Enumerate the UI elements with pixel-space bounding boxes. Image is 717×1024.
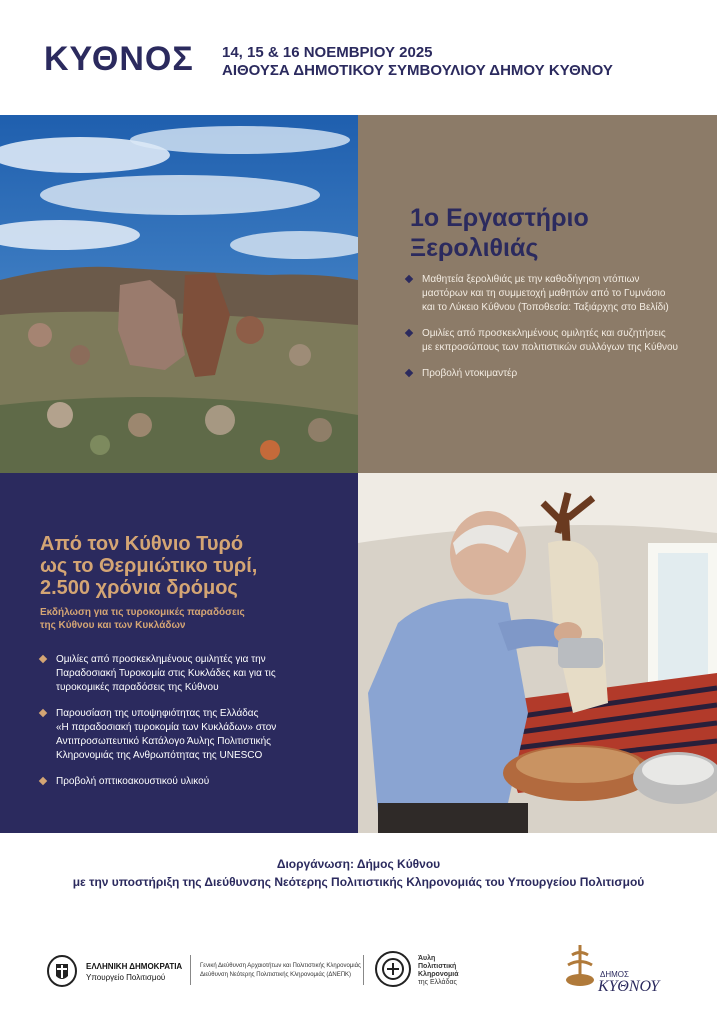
diamond-bullet-icon xyxy=(405,275,413,283)
bullet-line: Παρουσίαση της υποψηφιότητας της Ελλάδας xyxy=(56,708,259,719)
workshop2-subtitle-line2: της Κύθνου και των Κυκλάδων xyxy=(40,620,186,631)
workshop1-title-line1: 1ο Εργαστήριο xyxy=(410,204,589,232)
event-dates: 14, 15 & 16 ΝΟΕΜΒΡΙΟΥ 2025 xyxy=(222,44,433,61)
municipality-small: ΔΗΜΟΣ xyxy=(600,970,629,979)
directorate-line2: Διεύθυνση Νεότερης Πολιτιστικής Κληρονομιάς (ΔΝΕΠΚ) xyxy=(200,972,352,978)
list-item xyxy=(406,273,706,315)
poster-header xyxy=(0,0,717,115)
bullet-line: μαστόρων και τη συμμετοχή μαθητών από το Γυμνάσιο xyxy=(422,288,666,299)
workshop2-panel xyxy=(0,473,358,833)
bullet-line: Ομιλίες από προσκεκλημένους ομιλητές και συζητήσεις xyxy=(422,328,666,339)
ministry-sub: Υπουργείο Πολιτισμού xyxy=(86,973,166,982)
ministry-name: ΕΛΛΗΝΙΚΗ ΔΗΜΟΚΡΑΤΙΑ xyxy=(86,962,183,971)
list-item xyxy=(406,367,706,381)
event-dates-venue xyxy=(222,44,613,80)
bullet-line: Προβολή ντοκιμαντέρ xyxy=(422,368,518,379)
diamond-bullet-icon xyxy=(39,777,47,785)
workshop1-title xyxy=(410,203,589,263)
workshop2-bullets xyxy=(40,653,340,801)
workshop1-bullets xyxy=(406,273,706,393)
event-venue: ΑΙΘΟΥΣΑ ΔΗΜΟΤΙΚΟΥ ΣΥΜΒΟΥΛΙΟΥ ΔΗΜΟΥ ΚΥΘΝΟΥ xyxy=(222,62,613,79)
bullet-line: τυροκομικές παραδόσεις της Κύθνου xyxy=(56,682,219,693)
intangible-line2: Πολιτιστική xyxy=(418,963,457,970)
directorate-line1: Γενική Διεύθυνση Αρχαιοτήτων και Πολιτιστικής Κληρονομιάς xyxy=(200,963,361,969)
intangible-line4: της Ελλάδας xyxy=(418,979,457,986)
workshop1-title-line2: Ξερολιθιάς xyxy=(410,234,539,262)
bullet-line: και το Λύκειο Κύθνου (Τοποθεσία: Ταξιάρχης στο Βελίδι) xyxy=(422,302,669,313)
divider xyxy=(363,955,364,985)
greek-emblem-icon xyxy=(46,954,78,988)
workshop2-title-line3: 2.500 χρόνια δρόμος xyxy=(40,577,238,599)
intangible-heritage-icon xyxy=(374,950,412,988)
list-item xyxy=(406,327,706,355)
organizer-line: Διοργάνωση: Δήμος Κύθνου xyxy=(276,857,441,871)
list-item xyxy=(40,653,340,695)
cheesemaker-photo xyxy=(358,473,717,833)
diamond-bullet-icon xyxy=(405,329,413,337)
intangible-line1: Άυλη xyxy=(418,955,436,962)
workshop1-panel xyxy=(358,115,717,473)
diamond-bullet-icon xyxy=(405,369,413,377)
diamond-bullet-icon xyxy=(39,655,47,663)
municipality-logo-icon xyxy=(560,940,600,990)
divider xyxy=(190,955,191,985)
bullet-line: Παραδοσιακή Τυροκομία στις Κυκλάδες και για τις xyxy=(56,668,276,679)
bullet-line: Μαθητεία ξερολιθιάς με την καθοδήγηση ντόπιων xyxy=(422,274,640,285)
municipality-name: ΚΥΘΝΟΥ xyxy=(598,978,660,995)
list-item xyxy=(40,775,340,789)
place-title: ΚΥΘΝΟΣ xyxy=(44,40,194,78)
workshop2-subtitle-line1: Εκδήλωση για τις τυροκομικές παραδόσεις xyxy=(40,607,245,618)
bullet-line: Ομιλίες από προσκεκλημένους ομιλητές για την xyxy=(56,654,266,665)
bullet-line: Κληρονομιάς της Ανθρωπότητας της UNESCO xyxy=(56,750,263,761)
list-item xyxy=(40,707,340,763)
cheesemaker-illustration xyxy=(358,473,717,833)
workshop2-title-line2: ως το Θερμιώτικο τυρί, xyxy=(40,555,258,577)
bullet-line: με εκπροσώπους των πολιτιστικών συλλόγων της Κύθνου xyxy=(422,342,679,353)
workshop2-subtitle xyxy=(40,606,245,632)
bullet-line: «Η παραδοσιακή τυροκομία των Κυκλάδων» στον xyxy=(56,722,277,733)
workshop2-title-line1: Από τον Κύθνιο Τυρό xyxy=(40,533,244,555)
stone-wall-photo xyxy=(0,115,358,473)
workshop2-title xyxy=(40,533,257,599)
bullet-line: Προβολή οπτικοακουστικού υλικού xyxy=(56,776,210,787)
stone-wall-illustration xyxy=(0,115,358,473)
intangible-line3: Κληρονομιά xyxy=(418,971,459,978)
diamond-bullet-icon xyxy=(39,709,47,717)
support-line: με την υποστήριξη της Διεύθυνσης Νεότερης Πολιτιστικής Κληρονομιάς του Υπουργείου Πολιτισμού xyxy=(72,875,645,889)
bullet-line: Αντιπροσωπευτικό Κατάλογο Άυλης Πολιτιστικής xyxy=(56,736,271,747)
